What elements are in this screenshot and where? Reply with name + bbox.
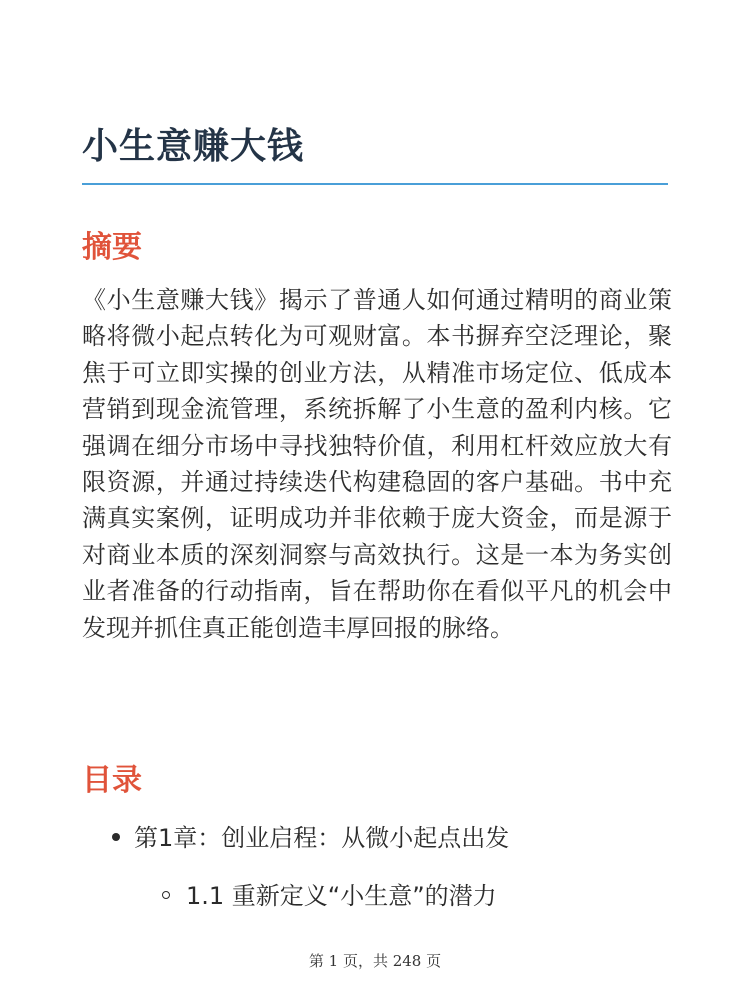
toc-section-item[interactable] <box>162 876 497 911</box>
summary-paragraph: 《小生意赚大钱》揭示了普通人如何通过精明的商业策略将微小起点转化为可观财富。本书摒弃空泛理论，聚焦于可立即实操的创业方法，从精准市场定位、低成本营销到现金流管理，系统拆解了小生意的盈利内核。它强调在细分市场中寻找独特价值，利用杠杆效应放大有限资源，并通过持续迭代构建稳固的客户基础。书中充满真实案例，证明成功并非依赖于庞大资金，而是源于对商业本质的深刻洞察与高效执行。这是一本为务实创业者准备的行动指南，旨在帮助你在看似平凡的机会中发现并抓住真正能创造丰厚回报的脉络。 <box>82 286 672 642</box>
title-divider <box>82 183 668 185</box>
toc-heading: 目录 <box>82 763 142 798</box>
page-number: 第 1 页，共 248 页 <box>308 952 442 970</box>
toc-chapter-label: 第1章：创业启程：从微小起点出发 <box>134 824 510 852</box>
toc-section-label: 1.1 重新定义“小生意”的潜力 <box>186 882 497 910</box>
bullet-circle-icon <box>162 891 170 899</box>
summary-heading: 摘要 <box>82 230 142 265</box>
bullet-disc-icon <box>112 833 120 841</box>
book-title: 小生意赚大钱 <box>82 126 305 167</box>
toc-chapter-item[interactable] <box>112 818 509 853</box>
